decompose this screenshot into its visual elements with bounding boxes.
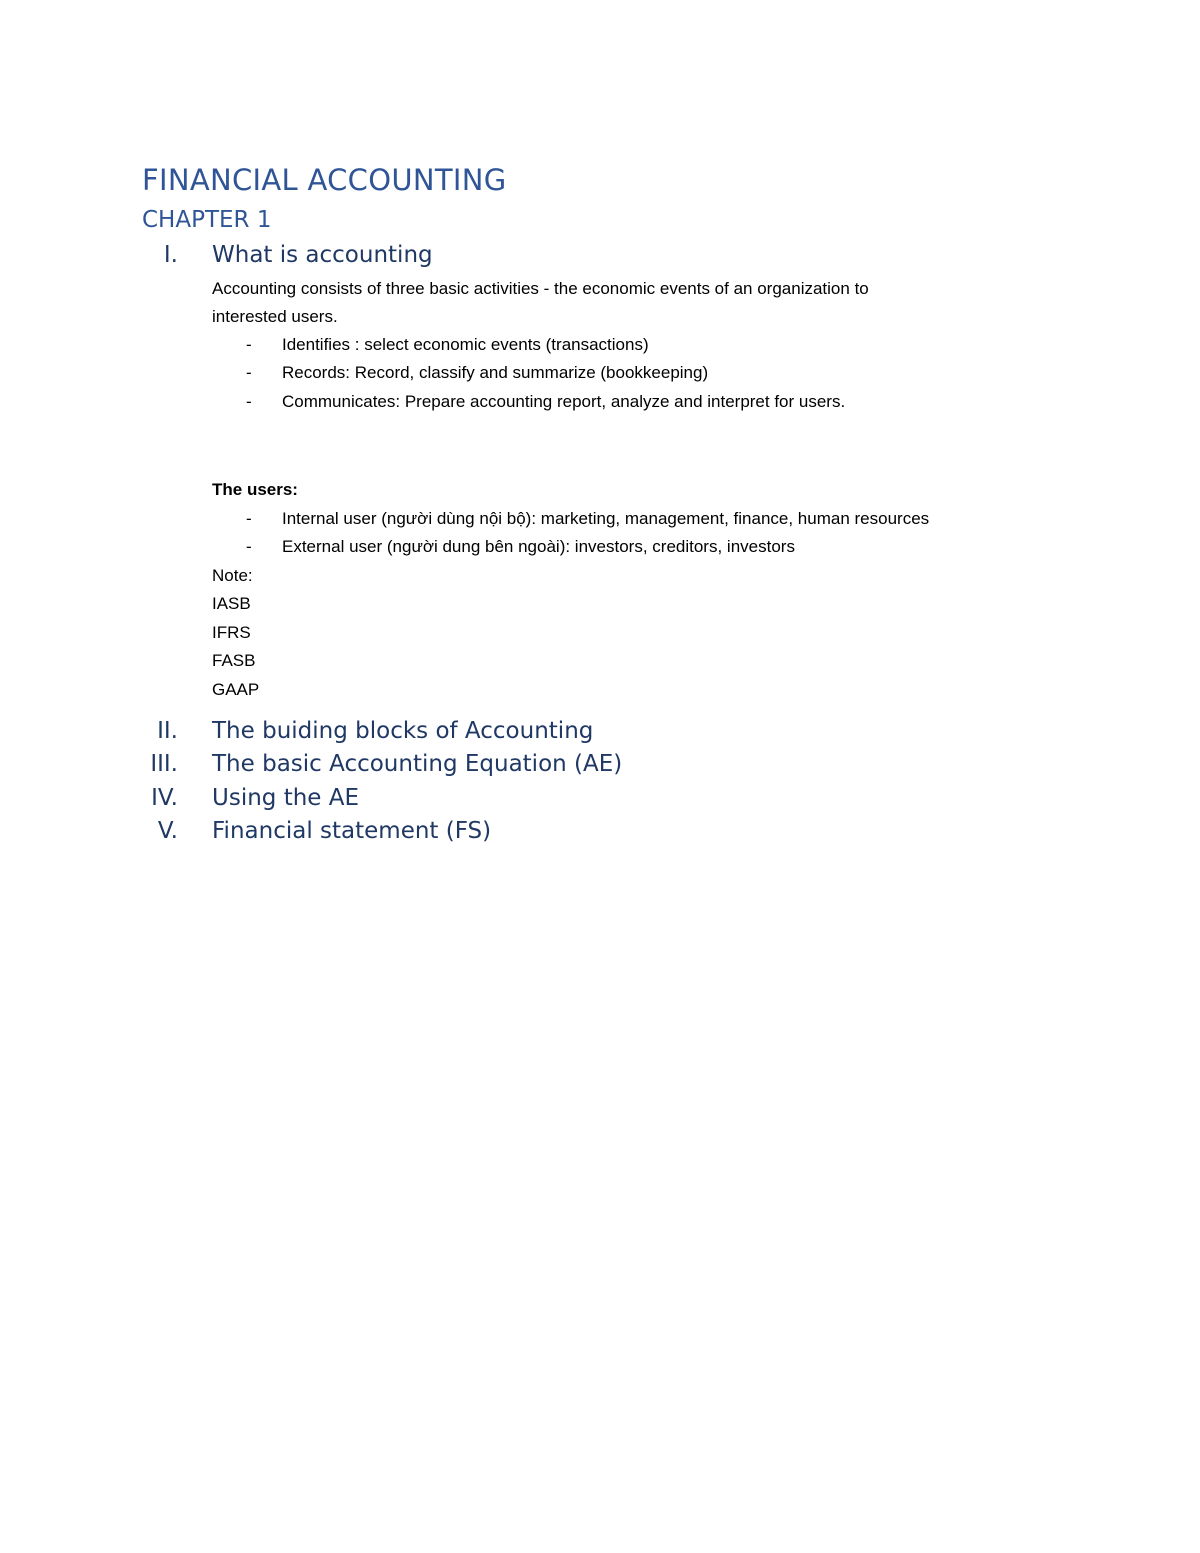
document-title: FINANCIAL ACCOUNTING — [142, 163, 507, 197]
users-heading: The users: — [212, 480, 298, 499]
section-heading-2 — [0, 718, 1200, 750]
section-title: What is accounting — [212, 242, 433, 268]
section-number: V. — [157, 818, 178, 844]
intro-line-1: Accounting consists of three basic activities - the economic events of an organization to — [212, 279, 869, 298]
activity-text — [282, 392, 845, 412]
section-title: The basic Accounting Equation (AE) — [212, 751, 623, 777]
activity-description: select economic events (transactions) — [359, 335, 649, 354]
chapter-heading: CHAPTER 1 — [142, 207, 272, 233]
intro-line-2: interested users. — [212, 307, 338, 326]
section-number: III. — [150, 751, 178, 777]
section-heading-4 — [0, 785, 1200, 817]
dash-bullet: - — [246, 335, 252, 354]
section-number: I. — [163, 242, 178, 268]
note-item: IFRS — [212, 623, 251, 642]
user-text: External user (người dung bên ngoài): investors, creditors, investors — [282, 537, 795, 556]
note-item: GAAP — [212, 680, 260, 699]
section-heading-3 — [0, 751, 1200, 783]
dash-bullet: - — [246, 363, 252, 382]
dash-bullet: - — [246, 537, 252, 556]
section-number: II. — [157, 718, 178, 744]
note-item: IASB — [212, 594, 251, 613]
activity-text — [282, 363, 708, 383]
activity-label: Identifies : — [282, 335, 360, 354]
section-title: The buiding blocks of Accounting — [212, 718, 594, 744]
section-heading-1 — [0, 242, 1200, 274]
section-number: IV. — [151, 785, 178, 811]
section-title: Using the AE — [212, 785, 360, 811]
dash-bullet: - — [246, 392, 252, 411]
note-label: Note: — [212, 566, 253, 585]
activity-description: Prepare accounting report, analyze and interpret for users. — [400, 392, 846, 411]
activity-label: Records: — [282, 363, 351, 382]
section-title: Financial statement (FS) — [212, 818, 492, 844]
user-text: Internal user (người dùng nội bộ): marketing, management, finance, human resources — [282, 509, 930, 528]
activity-label: Communicates: — [282, 392, 401, 411]
dash-bullet: - — [246, 509, 252, 528]
note-item: FASB — [212, 651, 256, 670]
activity-description: Record, classify and summarize (bookkeeping) — [350, 363, 709, 382]
activity-text — [282, 335, 649, 355]
section-heading-5 — [0, 818, 1200, 850]
